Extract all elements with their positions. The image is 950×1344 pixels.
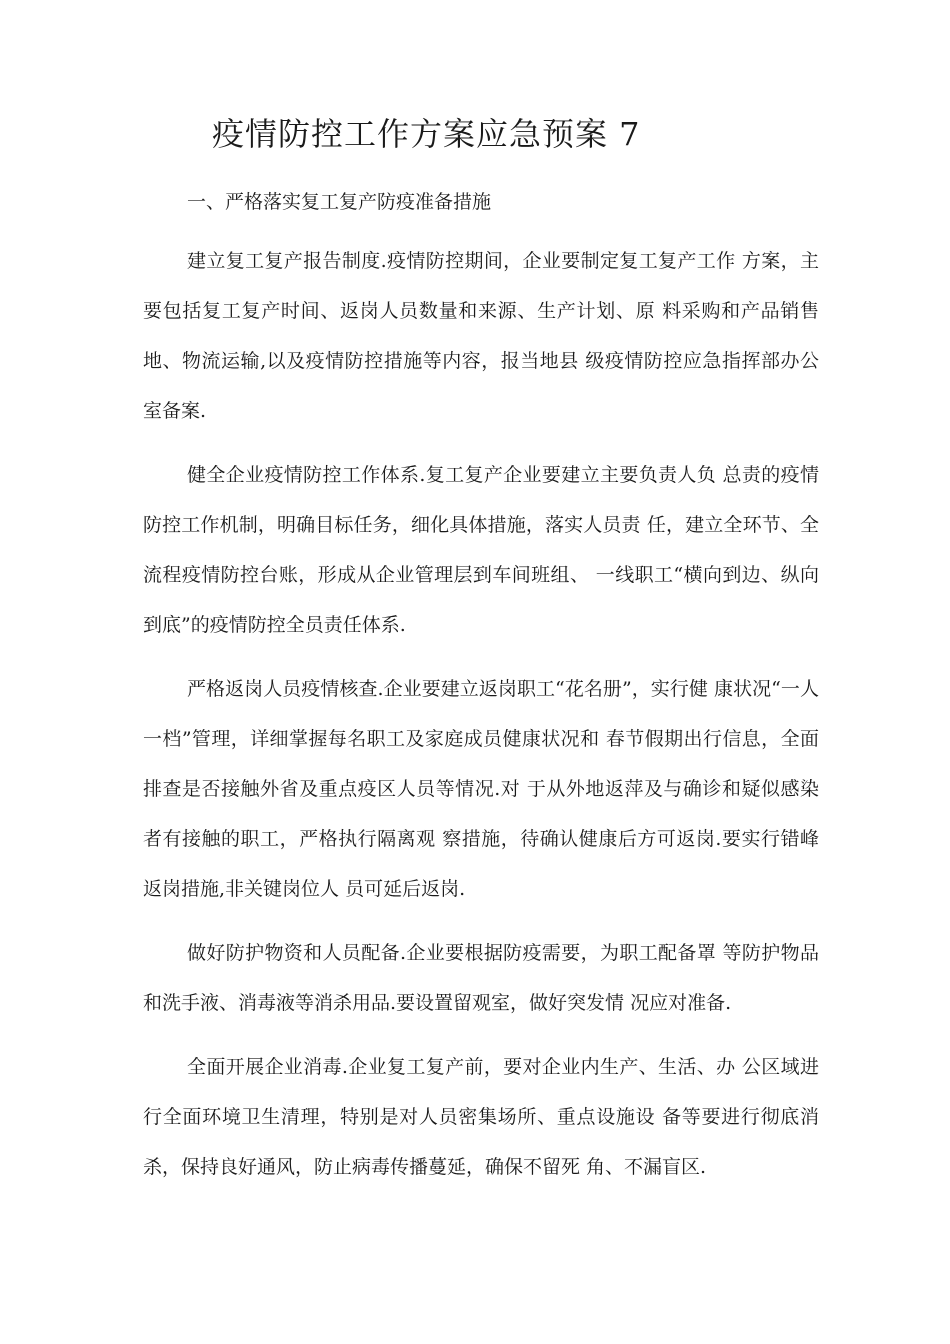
paragraph-protective-supplies: 做好防护物资和人员配备.企业要根据防疫需要，为职工配备罩 等防护物品和洗手液、消毒液等消杀用品.要设置留观室，做好突发情 况应对准备. (143, 942, 819, 1014)
paragraph-staff-verification: 严格返岗人员疫情核查.企业要建立返岗职工“花名册”，实行健 康状况“一人一档”管理，详细掌握每名职工及家庭成员健康状况和 春节假期出行信息，全面排查是否接触外省及重点疫区人员等情况.对 于从外地返萍及与确诊和疑似感染者有接触的职工，严格执行隔离观 察措施，待确认健康后方可返岗.要实行错峰返岗措施,非关键岗位人 员可延后返岗. (143, 678, 819, 900)
section-heading: 一、严格落实复工复产防疫准备措施 (187, 191, 492, 213)
document-title: 疫情防控工作方案应急预案 7 (212, 115, 641, 153)
document-body (143, 182, 819, 1192)
paragraph-report-system: 建立复工复产报告制度.疫情防控期间，企业要制定复工复产工作 方案，主要包括复工复产时间、返岗人员数量和来源、生产计划、原 料采购和产品销售地、物流运输,以及疫情防控措施等内容，报当地县 级疫情防控应急指挥部办公室备案. (143, 250, 819, 422)
paragraph-prevention-system: 健全企业疫情防控工作体系.复工复产企业要建立主要负责人负 总责的疫情防控工作机制，明确目标任务，细化具体措施，落实人员责 任，建立全环节、全流程疫情防控台账，形成从企业管理层到车间班组、 一线职工“横向到边、纵向到底”的疫情防控全员责任体系. (143, 464, 819, 636)
paragraph-disinfection: 全面开展企业消毒.企业复工复产前，要对企业内生产、生活、办 公区域进行全面环境卫生清理，特别是对人员密集场所、重点设施设 备等要进行彻底消杀，保持良好通风，防止病毒传播蔓延，确保不留死 角、不漏盲区. (143, 1056, 819, 1178)
